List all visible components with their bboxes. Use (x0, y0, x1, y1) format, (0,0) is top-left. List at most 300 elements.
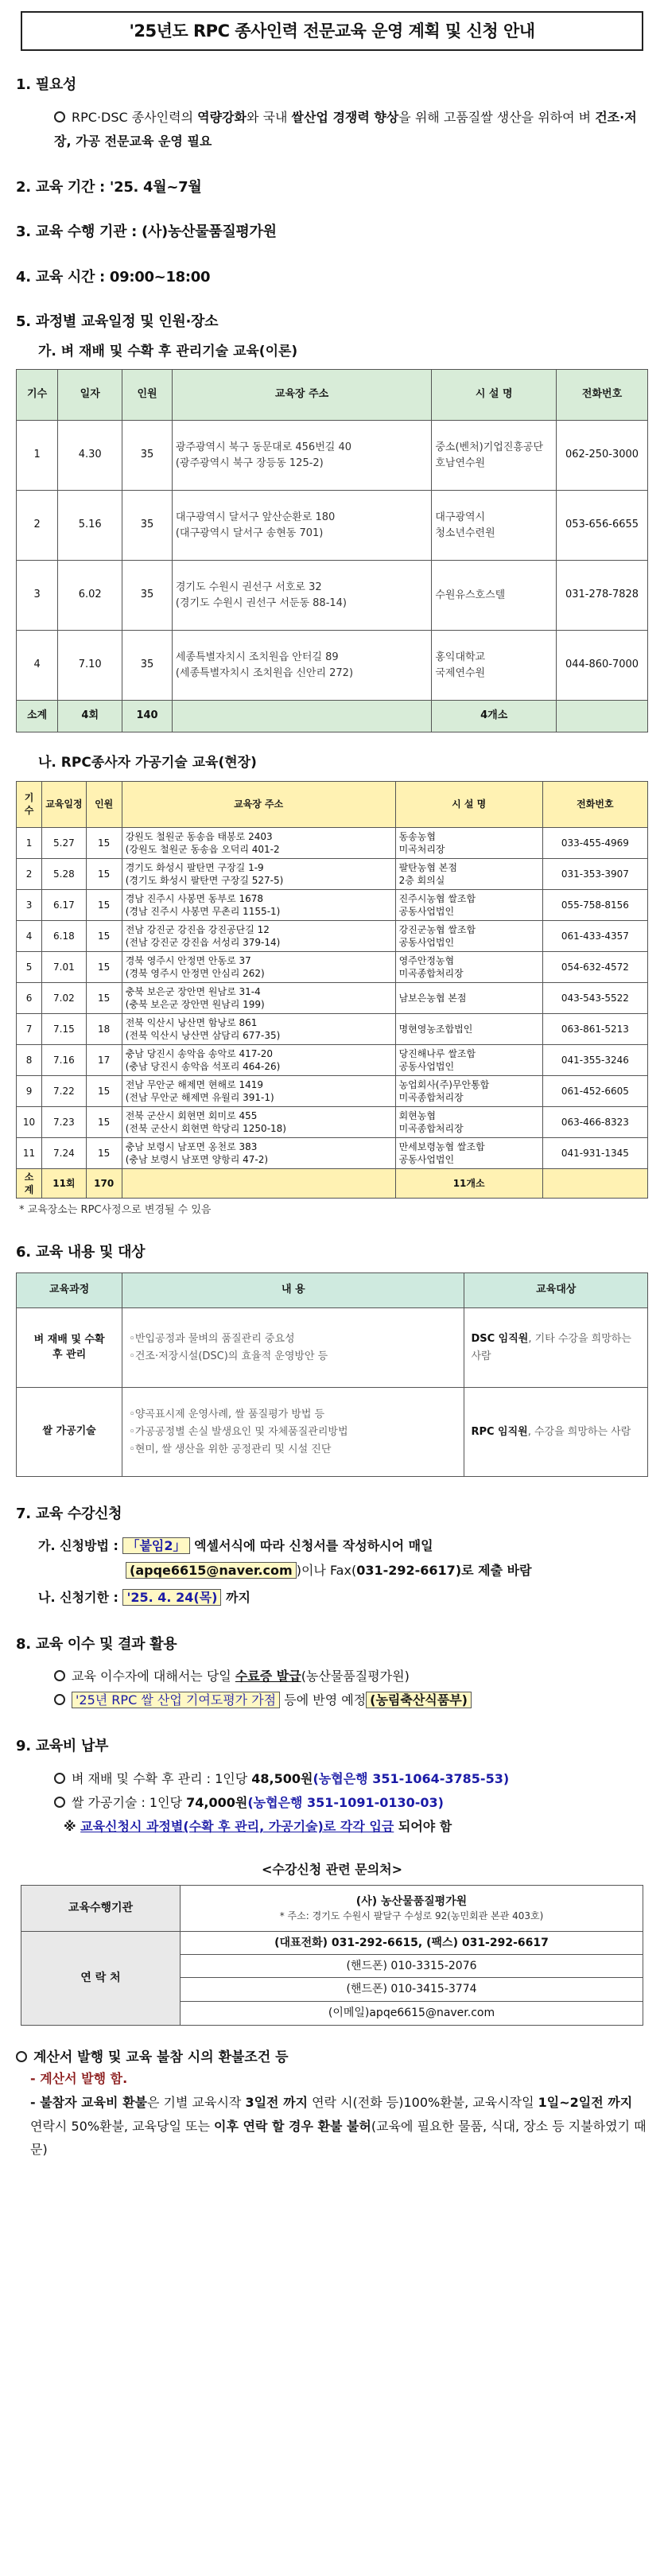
total-facilities: 4개소 (432, 701, 557, 732)
address-cell-line: 충남 보령시 남포면 옹천로 383 (125, 1140, 258, 1152)
total-empty (122, 1168, 395, 1198)
facility-cell (395, 889, 542, 920)
address-cell (122, 889, 395, 920)
address-cell (122, 858, 395, 889)
circle-bullet-icon (54, 1670, 65, 1681)
date-cell: 5.28 (42, 858, 87, 889)
address-cell (122, 1106, 395, 1137)
org-name: (사) 농산물품질평가원 (355, 1894, 468, 1908)
round-cell: 1 (17, 421, 58, 491)
application-method (38, 1534, 648, 1583)
total-empty (172, 701, 431, 732)
round-cell: 2 (17, 491, 58, 561)
target-text: , 기타 수강을 희망하는 사람 (471, 1332, 631, 1362)
table-row (17, 920, 648, 951)
count-cell: 17 (86, 1044, 122, 1075)
count-cell: 15 (86, 889, 122, 920)
facility-cell-line: 호남연수원 (435, 457, 486, 469)
round-cell: 7 (17, 1013, 42, 1044)
facility-cell-line: 2층 회의실 (398, 874, 445, 886)
refund-line-1 (30, 2067, 648, 2091)
course-cell (17, 1308, 122, 1388)
section-1-body (32, 106, 648, 154)
table-row (17, 827, 648, 858)
circle-bullet-icon (16, 2051, 27, 2062)
address-cell-line: (경기도 수원시 권선구 서둔동 88-14) (175, 596, 348, 609)
text-run: 연락시 50%환불, 교육당일 또는 (30, 2118, 215, 2134)
address-cell-line: 경기도 화성시 팔탄면 구장길 1-9 (125, 861, 264, 873)
address-cell (172, 561, 431, 631)
text-run-highlight: '25년 RPC 쌀 산업 기여도평가 가점 (72, 1692, 280, 1708)
content-cell (122, 1388, 464, 1477)
address-cell-line: 광주광역시 북구 동문대로 456번길 40 (175, 441, 351, 453)
date-cell: 7.16 (42, 1044, 87, 1075)
date-cell: 7.02 (42, 982, 87, 1013)
circle-bullet-icon (54, 111, 65, 122)
header-cell: 시 설 명 (395, 781, 542, 827)
facility-cell (395, 982, 542, 1013)
header-cell: 인원 (86, 781, 122, 827)
date-cell: 6.18 (42, 920, 87, 951)
facility-cell-line: 공동사업법인 (398, 1153, 455, 1165)
facility-cell (395, 951, 542, 982)
address-cell-line: (전북 익산시 낭산면 삼담리 677-35) (125, 1029, 281, 1041)
completion-line-1 (32, 1665, 648, 1688)
content-line: ◦건조·저장시설(DSC)의 효율적 운영방안 등 (129, 1350, 328, 1362)
address-cell-line: 충남 당진시 송악읍 송악로 417-20 (125, 1047, 273, 1059)
table-header-row (17, 781, 648, 827)
text-run: RPC·DSC 종사인력의 (72, 109, 198, 125)
text-run: 은 기별 교육시작 (147, 2095, 246, 2110)
org-address: * 주소: 경기도 수원시 팔달구 수성로 92(농민회관 본관 403호) (279, 1910, 544, 1921)
text-run-bold: (농림축산식품부) (366, 1692, 472, 1708)
facility-cell-line: 남보은농협 본점 (398, 992, 467, 1004)
header-cell: 교육대상 (464, 1273, 648, 1308)
section-3-heading: 3. 교육 수행 기관 : (사)농산물품질평가원 (16, 223, 277, 241)
address-cell (122, 920, 395, 951)
circle-bullet-icon (54, 1694, 65, 1705)
address-cell-line: 충북 보은군 장안면 원남로 31-4 (125, 985, 261, 997)
content-line: ◦가공공정별 손실 발생요인 및 자체품질관리방법 (129, 1425, 348, 1438)
text-run: (농산물품질평가원) (301, 1668, 410, 1684)
target-bold: RPC 임직원 (471, 1425, 528, 1438)
facility-cell-line: 청소년수련원 (435, 526, 495, 539)
email-text: (apqe6615@naver.com (126, 1562, 297, 1579)
content-line: ◦반입공정과 물벼의 품질관리 중요성 (129, 1332, 295, 1345)
content-target-table (16, 1272, 648, 1477)
date-cell: 5.16 (58, 491, 122, 561)
address-cell-line: (충남 보령시 남포면 양항리 47-2) (125, 1153, 269, 1165)
text-run-bold: 이후 연락 할 경우 환불 불허 (214, 2118, 371, 2134)
text-run: 등에 반영 예정 (280, 1692, 367, 1708)
header-cell: 교육장 주소 (122, 781, 395, 827)
phone-cell: 055-758-8156 (542, 889, 647, 920)
address-cell-line: 전북 군산시 회현면 회미로 455 (125, 1109, 258, 1121)
table-row (17, 1044, 648, 1075)
total-label: 소계 (17, 1168, 42, 1198)
date-cell: 4.30 (58, 421, 122, 491)
address-cell (122, 1137, 395, 1168)
count-cell: 35 (122, 561, 173, 631)
facility-cell-line: 미곡종합처리장 (398, 1122, 464, 1134)
section-2-heading: 2. 교육 기간 : '25. 4월~7월 (16, 179, 202, 196)
date-cell: 7.01 (42, 951, 87, 982)
text-run-bold: 수료증 발급 (235, 1668, 301, 1684)
section-9-heading: 9. 교육비 납부 (16, 1738, 109, 1755)
target-cell (464, 1308, 648, 1388)
table-header-row (17, 370, 648, 421)
section-8-heading: 8. 교육 이수 및 결과 활용 (16, 1635, 177, 1653)
text-run-bold: 까지 (221, 1590, 250, 1606)
count-cell: 35 (122, 421, 173, 491)
table-row (21, 1931, 643, 1954)
section-5-heading: 5. 과정별 교육일정 및 인원·장소 (16, 313, 219, 330)
text-run: 벼 재배 및 수확 후 관리 : 1인당 (72, 1770, 252, 1786)
facility-cell-line: 대구광역시 (435, 511, 486, 523)
header-cell: 기수 (17, 370, 58, 421)
total-facilities: 11개소 (395, 1168, 542, 1198)
email-cell: (이메일)apqe6615@naver.com (181, 2001, 643, 2025)
table-row (17, 951, 648, 982)
phone-cell: 053-656-6655 (557, 491, 648, 561)
round-cell: 2 (17, 858, 42, 889)
text-run: (교육에 필요한 물품, 식대, 장소 등 지불하였기 때문) (30, 2118, 647, 2158)
bank-account: (농협은행 351-1091-0130-03) (247, 1794, 444, 1810)
facility-cell-line: 영주안정농협 (398, 954, 455, 966)
header-cell: 내 용 (122, 1273, 464, 1308)
table-row (17, 631, 648, 701)
phone-cell: 043-543-5522 (542, 982, 647, 1013)
bank-account: (농협은행 351-1064-3785-53) (313, 1770, 510, 1786)
facility-cell (432, 421, 557, 491)
table-row (21, 1885, 643, 1931)
phone-cell: 033-455-4969 (542, 827, 647, 858)
round-cell: 5 (17, 951, 42, 982)
facility-cell-line: 공동사업법인 (398, 905, 455, 917)
date-cell: 6.17 (42, 889, 87, 920)
address-cell (122, 951, 395, 982)
address-cell (172, 491, 431, 561)
address-cell (122, 827, 395, 858)
theory-schedule-table (16, 369, 648, 732)
total-label: 소계 (17, 701, 58, 732)
header-cell: 기수 (17, 781, 42, 827)
facility-cell (395, 858, 542, 889)
table-row (17, 1308, 648, 1388)
facility-cell-line: 농업회사(주)무안통합 (398, 1078, 490, 1090)
venue-change-note: * 교육장소는 RPC사정으로 변경될 수 있음 (19, 1204, 212, 1217)
refund-section (16, 2048, 648, 2162)
address-cell-line: 강원도 철원군 동송읍 태봉로 2403 (125, 830, 273, 842)
fax-number: 031-292-6617 (356, 1562, 456, 1578)
section-5a-heading: 가. 벼 재배 및 수확 후 관리기술 교육(이론) (38, 343, 298, 359)
deadline-date: '25. 4. 24(목) (122, 1589, 221, 1606)
refund-line-2 (30, 2091, 648, 2162)
table-total-row (17, 701, 648, 732)
text-run-bold: 역량강화 (197, 109, 247, 125)
text-run-bold: 쌀산업 경쟁력 향상 (291, 109, 399, 125)
count-cell: 15 (86, 951, 122, 982)
address-cell (122, 1013, 395, 1044)
table-row (17, 1106, 648, 1137)
facility-cell (395, 827, 542, 858)
facility-cell (432, 631, 557, 701)
date-cell: 6.02 (58, 561, 122, 631)
address-cell-line: 경남 진주시 사봉면 동부로 1678 (125, 892, 264, 904)
count-cell: 15 (86, 1075, 122, 1106)
count-cell: 15 (86, 920, 122, 951)
round-cell: 6 (17, 982, 42, 1013)
facility-cell-line: 미곡종합처리장 (398, 967, 464, 979)
total-empty (557, 701, 648, 732)
count-cell: 18 (86, 1013, 122, 1044)
attachment-reference: 「붙임2」 (122, 1537, 189, 1554)
header-cell: 교육장 주소 (172, 370, 431, 421)
application-deadline (38, 1586, 648, 1610)
text-run: 와 국내 (246, 109, 292, 125)
address-cell-line: (전남 강진군 강진읍 서성리 379-14) (125, 936, 281, 948)
text-run-bold: 1일~2일전 까지 (538, 2095, 633, 2110)
text-run: 교육 이수자에 대해서는 당일 (72, 1668, 235, 1684)
address-cell-line: (전북 군산시 회현면 학당리 1250-18) (125, 1122, 286, 1134)
address-cell-line: 경북 영주시 안정면 안동로 37 (125, 954, 251, 966)
round-cell: 4 (17, 631, 58, 701)
text-run: 되어야 함 (394, 1819, 452, 1835)
contact-caption: <수강신청 관련 문의처> (261, 1861, 403, 1877)
facility-cell (432, 561, 557, 631)
text-run-bold: 3일전 까지 (245, 2095, 308, 2110)
total-empty (542, 1168, 647, 1198)
address-cell-line: 전남 강진군 강진읍 강진공단길 12 (125, 923, 270, 935)
count-cell: 15 (86, 858, 122, 889)
table-row (17, 1075, 648, 1106)
table-row (17, 982, 648, 1013)
address-cell-line: (대구광역시 달서구 송현동 701) (175, 526, 324, 539)
section-7-heading: 7. 교육 수강신청 (16, 1506, 122, 1523)
facility-cell (395, 1137, 542, 1168)
count-cell: 35 (122, 631, 173, 701)
table-row (17, 889, 648, 920)
count-cell: 15 (86, 1137, 122, 1168)
phone-cell: 054-632-4572 (542, 951, 647, 982)
address-cell (172, 631, 431, 701)
section-6-heading: 6. 교육 내용 및 대상 (16, 1244, 146, 1261)
circle-bullet-icon (54, 1773, 65, 1784)
section-1-heading: 1. 필요성 (16, 76, 76, 94)
org-label: 교육수행기관 (21, 1885, 181, 1931)
address-cell (172, 421, 431, 491)
facility-cell-line: 공동사업법인 (398, 1060, 455, 1072)
phone-cell: 031-278-7828 (557, 561, 648, 631)
header-cell: 교육과정 (17, 1273, 122, 1308)
address-cell-line: 세종특별자치시 조치원읍 안터길 89 (175, 651, 339, 663)
phone-cell: 062-250-3000 (557, 421, 648, 491)
course-name: 벼 재배 및 수확 (33, 1333, 105, 1346)
address-cell-line: (전남 무안군 해제면 유월리 391-1) (125, 1091, 274, 1103)
date-cell: 7.22 (42, 1075, 87, 1106)
text-run-bold: 엑셀서식에 따라 신청서를 작성하시어 매일 (189, 1538, 433, 1554)
address-cell (122, 982, 395, 1013)
text-run: )이나 Fax( (296, 1562, 357, 1578)
facility-cell (395, 1044, 542, 1075)
table-header-row (17, 1273, 648, 1308)
address-cell-line: (경기도 화성시 팔탄면 구장길 527-5) (125, 874, 284, 886)
phone-mobile: (핸드폰) 010-3315-2076 (181, 1955, 643, 1978)
phone-cell: 063-466-8323 (542, 1106, 647, 1137)
fee-note (64, 1815, 648, 1839)
table-row (17, 1013, 648, 1044)
facility-cell-line: 국제연수원 (435, 666, 486, 679)
facility-cell-line: 홍익대학교 (435, 651, 486, 663)
table-row (17, 1137, 648, 1168)
org-cell (181, 1885, 643, 1931)
text-run-bold: 나. 신청기한 : (38, 1590, 123, 1606)
facility-cell-line: 미곡종합처리장 (398, 1091, 464, 1103)
target-bold: DSC 임직원 (471, 1332, 529, 1345)
header-cell: 시 설 명 (432, 370, 557, 421)
address-cell-line: 전남 무안군 해제면 현해로 1419 (125, 1078, 264, 1090)
count-cell: 15 (86, 827, 122, 858)
round-cell: 8 (17, 1044, 42, 1075)
facility-cell-line: 중소(벤처)기업진흥공단 (435, 441, 544, 453)
fee-line-1 (32, 1767, 648, 1791)
address-cell-line: (세종특별자치시 조치원읍 신안리 272) (175, 666, 354, 679)
course-name: 후 관리 (52, 1348, 87, 1361)
total-count: 170 (86, 1168, 122, 1198)
facility-cell-line: 강진군농협 쌀조합 (398, 923, 476, 935)
address-cell-line: 전북 익산시 낭산면 함낭로 861 (125, 1016, 258, 1028)
course-cell (17, 1388, 122, 1477)
circle-bullet-icon (54, 1797, 65, 1808)
fee-line-2 (32, 1791, 648, 1815)
facility-cell-line: 수원유스호스텔 (435, 589, 506, 601)
phone-mobile: (핸드폰) 010-3415-3774 (181, 1978, 643, 2001)
document-title: '25년도 RPC 종사인력 전문교육 운영 계획 및 신청 안내 (21, 11, 643, 51)
text-run: ※ (64, 1819, 81, 1835)
facility-cell-line: 명현영농조합법인 (398, 1023, 473, 1035)
address-cell-line: (강원도 철원군 동송읍 오덕리 401-2 (125, 843, 280, 855)
phone-cell: 031-353-3907 (542, 858, 647, 889)
header-cell: 일자 (58, 370, 122, 421)
address-cell-line: 경기도 수원시 권선구 서호로 32 (175, 581, 322, 593)
text-run-bold: - 불참자 교육비 환불 (30, 2095, 147, 2110)
phone-main: (대표전화) 031-292-6615, (팩스) 031-292-6617 (181, 1931, 643, 1954)
facility-cell-line: 회현농협 (398, 1109, 436, 1121)
facility-cell-line: 공동사업법인 (398, 936, 455, 948)
table-total-row (17, 1168, 648, 1198)
contact-table (21, 1885, 643, 2026)
date-cell: 7.23 (42, 1106, 87, 1137)
count-cell: 15 (86, 1106, 122, 1137)
address-cell-line: (경남 진주시 사봉면 무촌리 1155-1) (125, 905, 281, 917)
text-run-bold: 건조·저장, 가공 전문교육 운영 필요 (54, 109, 637, 149)
round-cell: 11 (17, 1137, 42, 1168)
facility-cell (395, 1106, 542, 1137)
round-cell: 10 (17, 1106, 42, 1137)
contact-label: 연 락 처 (21, 1931, 181, 2025)
round-cell: 1 (17, 827, 42, 858)
address-cell-line: 대구광역시 달서구 앞산순환로 180 (175, 511, 336, 523)
round-cell: 4 (17, 920, 42, 951)
total-times: 11회 (42, 1168, 87, 1198)
date-cell: 5.27 (42, 827, 87, 858)
address-cell-line: (경북 영주시 안정면 안심리 262) (125, 967, 265, 979)
text-run-bold: 가. 신청방법 : (38, 1538, 123, 1554)
table-row (17, 858, 648, 889)
text-run-highlight: 교육신청시 과정별(수확 후 관리, 가공기술)로 각각 입금 (80, 1819, 394, 1835)
facility-cell-line: 동송농협 (398, 830, 436, 842)
text-run: 연락 시(전화 등)100%환불, 교육시작일 (307, 2095, 538, 2110)
address-cell-line: (충북 보은군 장안면 원남리 199) (125, 998, 265, 1010)
course-name: 쌀 가공기술 (42, 1425, 96, 1438)
facility-cell-line: 미곡처리장 (398, 843, 445, 855)
contact-box (21, 1860, 643, 2026)
fee-amount: 48,500원 (251, 1770, 313, 1786)
phone-cell: 041-931-1345 (542, 1137, 647, 1168)
phone-cell: 041-355-3246 (542, 1044, 647, 1075)
address-cell (122, 1044, 395, 1075)
facility-cell (395, 920, 542, 951)
total-times: 4회 (58, 701, 122, 732)
address-cell-line: (광주광역시 북구 장등동 125-2) (175, 457, 324, 469)
facility-cell-line: 진주시농협 쌀조합 (398, 892, 476, 904)
fee-amount: 74,000원 (186, 1794, 248, 1810)
target-cell (464, 1388, 648, 1477)
round-cell: 3 (17, 561, 58, 631)
table-row (17, 421, 648, 491)
facility-cell (432, 491, 557, 561)
facility-cell-line: 팔탄농협 본점 (398, 861, 457, 873)
facility-cell-line: 당진해나루 쌀조합 (398, 1047, 476, 1059)
text-run: 쌀 가공기술 : 1인당 (72, 1794, 187, 1810)
round-cell: 3 (17, 889, 42, 920)
phone-cell: 044-860-7000 (557, 631, 648, 701)
refund-heading (16, 2048, 648, 2068)
text-run-bold: )로 제출 바람 (455, 1562, 532, 1578)
facility-cell-line: 만세보령농협 쌀조합 (398, 1140, 485, 1152)
section-4-heading: 4. 교육 시간 : 09:00~18:00 (16, 268, 211, 286)
header-cell: 전화번호 (542, 781, 647, 827)
header-cell: 인원 (122, 370, 173, 421)
table-row (17, 561, 648, 631)
phone-cell: 061-452-6605 (542, 1075, 647, 1106)
completion-line-2 (32, 1688, 648, 1712)
phone-cell: 061-433-4357 (542, 920, 647, 951)
field-schedule-table (16, 781, 648, 1199)
total-count: 140 (122, 701, 173, 732)
date-cell: 7.24 (42, 1137, 87, 1168)
address-cell-line: (충남 당진시 송악읍 석포리 464-26) (125, 1060, 281, 1072)
table-row (17, 491, 648, 561)
target-text: , 수강을 희망하는 사람 (527, 1425, 631, 1438)
facility-cell (395, 1013, 542, 1044)
date-cell: 7.15 (42, 1013, 87, 1044)
address-cell (122, 1075, 395, 1106)
text-run-bold: - 계산서 발행 함. (30, 2071, 128, 2087)
content-line: ◦현미, 쌀 생산을 위한 공정관리 및 시설 진단 (129, 1443, 332, 1455)
table-row (17, 1388, 648, 1477)
facility-cell (395, 1075, 542, 1106)
phone-cell: 063-861-5213 (542, 1013, 647, 1044)
content-line: ◦양곡표시제 운영사례, 쌀 품질평가 방법 등 (129, 1408, 325, 1420)
section-5b-heading: 나. RPC종사자 가공기술 교육(현장) (38, 755, 257, 771)
refund-heading-text: 계산서 발행 및 교육 불참 시의 환불조건 등 (33, 2049, 289, 2065)
round-cell: 9 (17, 1075, 42, 1106)
header-cell: 전화번호 (557, 370, 648, 421)
content-cell (122, 1308, 464, 1388)
header-cell: 교육일정 (42, 781, 87, 827)
count-cell: 15 (86, 982, 122, 1013)
